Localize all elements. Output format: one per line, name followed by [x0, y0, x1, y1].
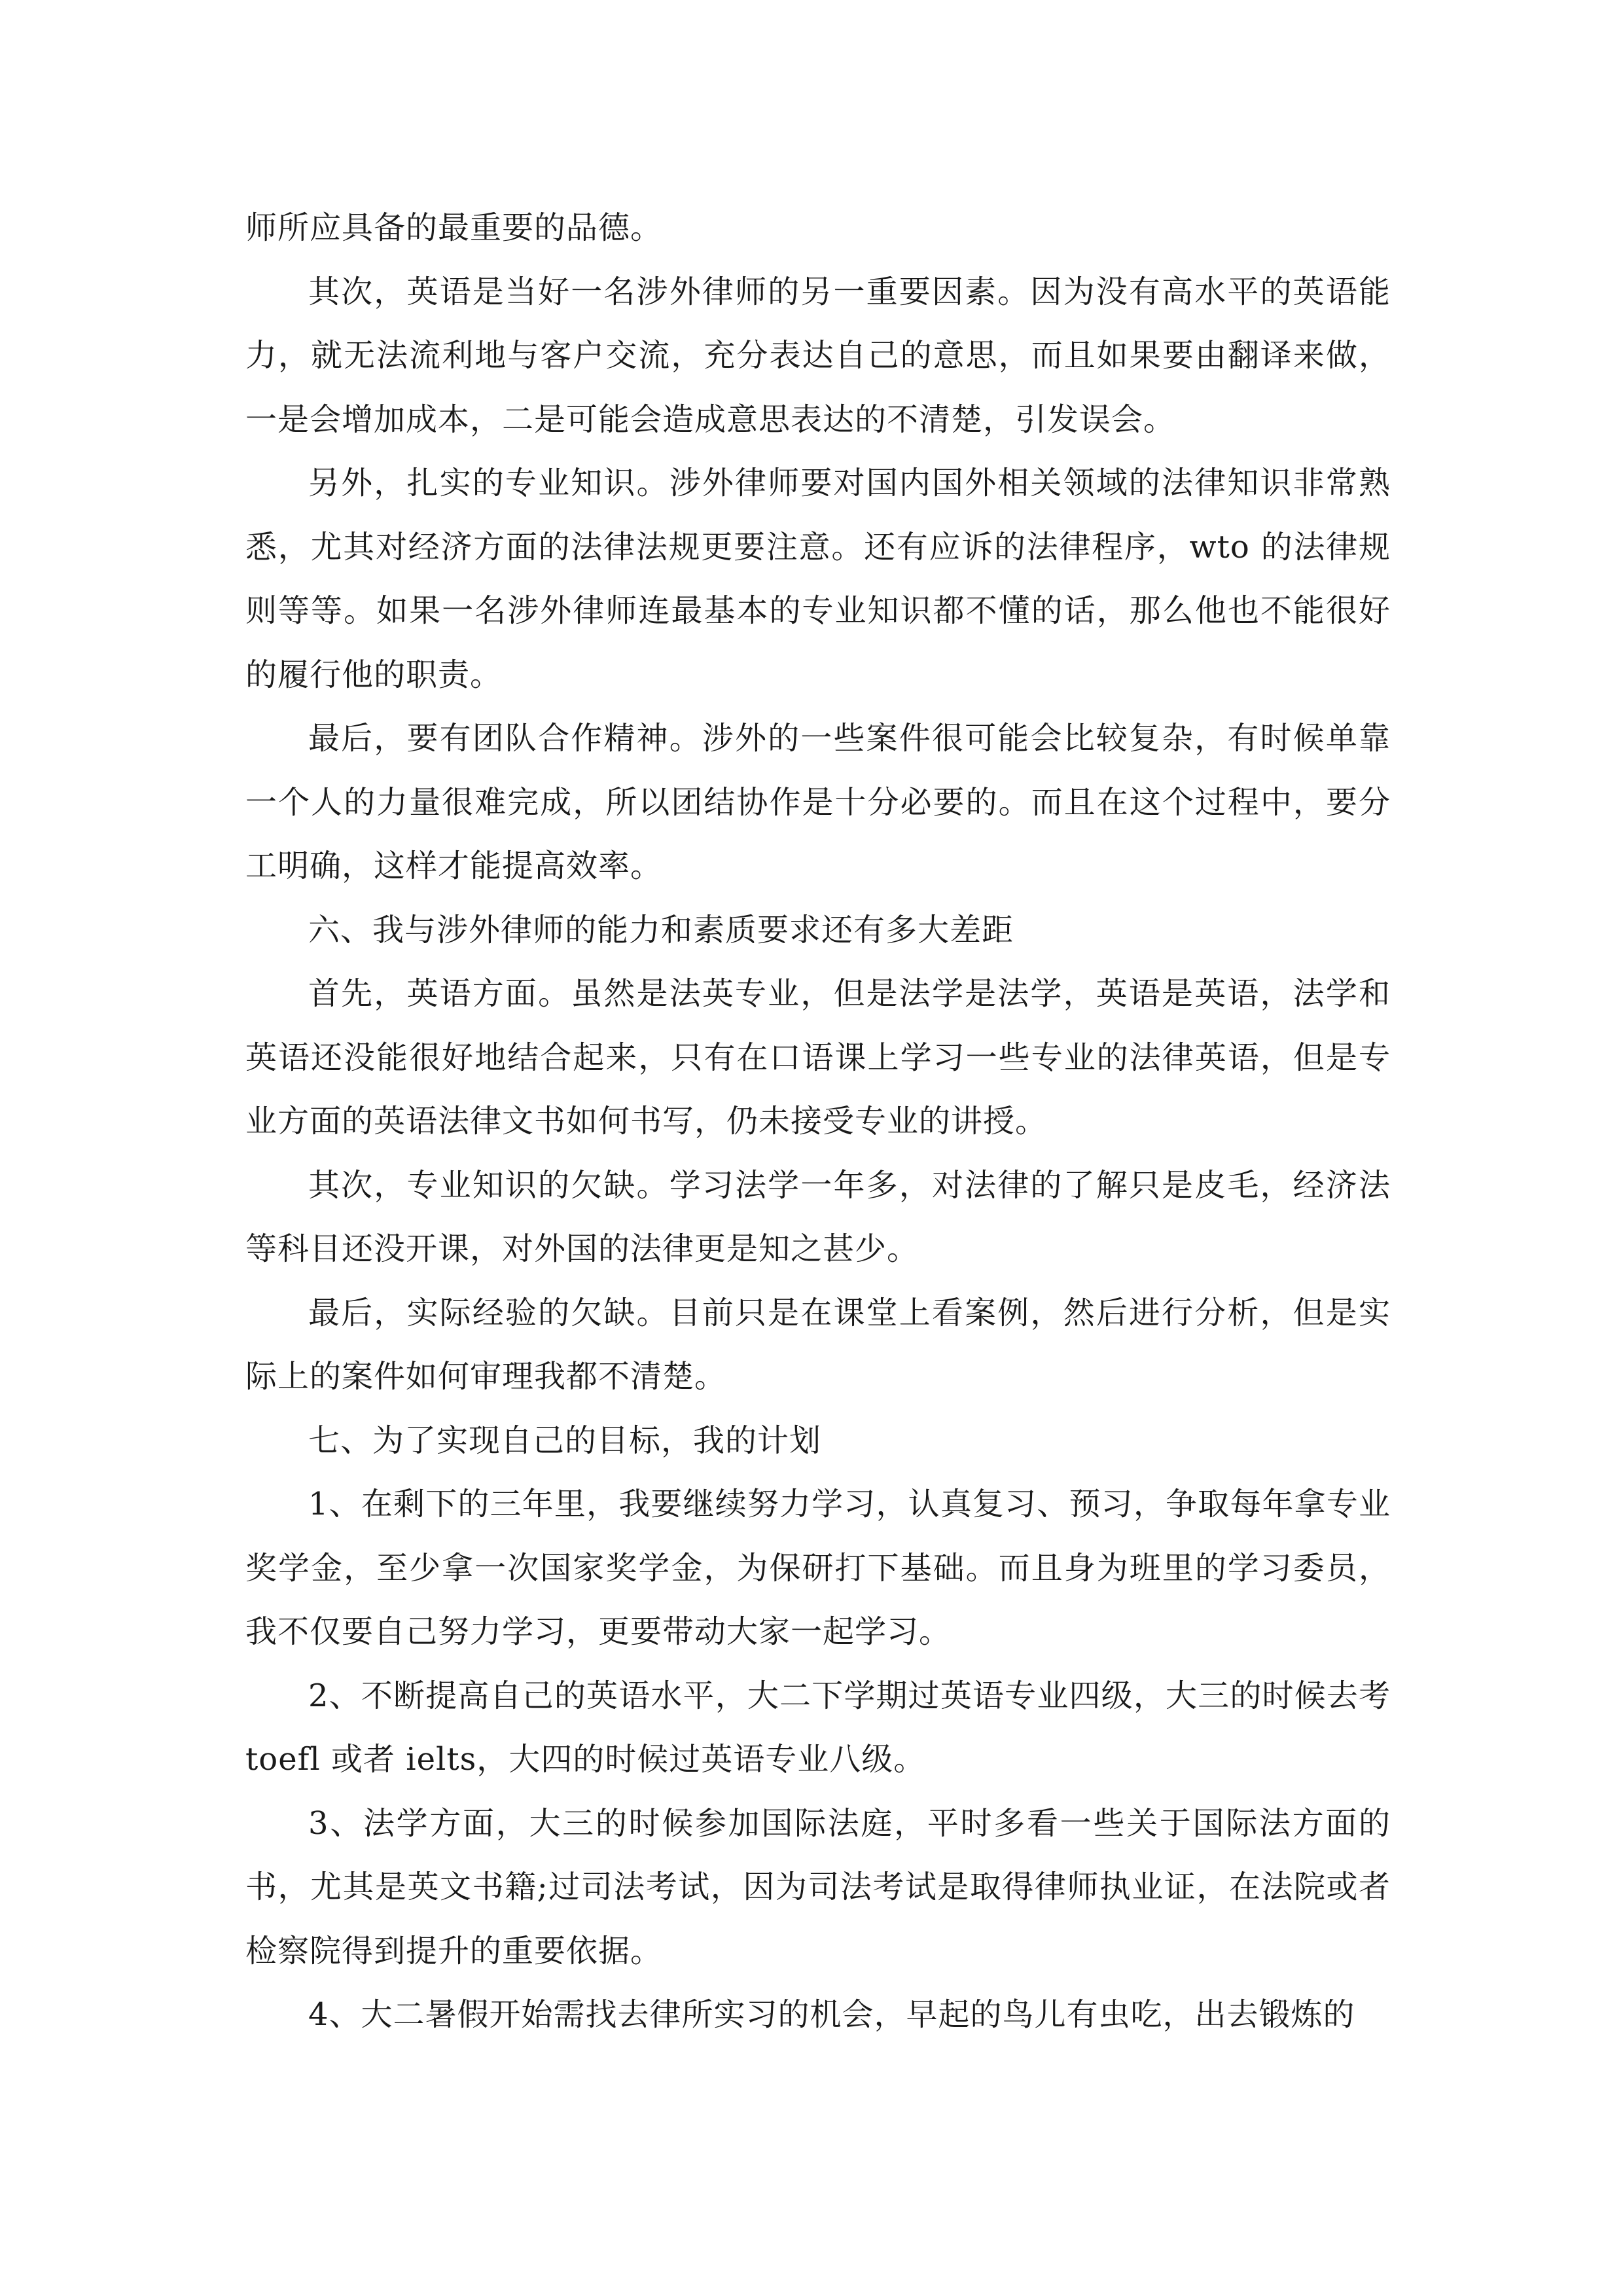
document-body [245, 196, 1391, 2047]
list-item: 1、在剩下的三年里，我要继续努力学习，认真复习、预习，争取每年拿专业奖学金，至少拿一次国家奖学金，为保研打下基础。而且身为班里的学习委员，我不仅要自己努力学习，更要带动大家一起学习。 [245, 1486, 1391, 1650]
list-item: 3、法学方面，大三的时候参加国际法庭，平时多看一些关于国际法方面的书，尤其是英文书籍;过司法考试，因为司法考试是取得律师执业证，在法院或者检察院得到提升的重要依据。 [245, 1804, 1391, 1969]
paragraph: 其次，英语是当好一名涉外律师的另一重要因素。因为没有高水平的英语能力，就无法流利地与客户交流，充分表达自己的意思，而且如果要由翻译来做，一是会增加成本，二是可能会造成意思表达的不清楚，引发误会。 [245, 273, 1391, 438]
section-heading: 六、我与涉外律师的能力和素质要求还有多大差距 [308, 911, 1014, 948]
paragraph-continued: 师所应具备的最重要的品德。 [245, 209, 663, 246]
list-item: 2、不断提高自己的英语水平，大二下学期过英语专业四级，大三的时候去考 toefl 或者 ielts，大四的时候过英语专业八级。 [245, 1677, 1391, 1778]
paragraph: 最后，实际经验的欠缺。目前只是在课堂上看案例，然后进行分析，但是实际上的案件如何审理我都不清楚。 [245, 1294, 1391, 1395]
paragraph: 其次，专业知识的欠缺。学习法学一年多，对法律的了解只是皮毛，经济法等科目还没开课，对外国的法律更是知之甚少。 [245, 1166, 1391, 1267]
paragraph: 最后，要有团队合作精神。涉外的一些案件很可能会比较复杂，有时候单靠一个人的力量很难完成，所以团结协作是十分必要的。而且在这个过程中，要分工明确，这样才能提高效率。 [245, 720, 1391, 884]
list-item: 4、大二暑假开始需找去律所实习的机会，早起的鸟儿有虫吃，出去锻炼的 [308, 1996, 1355, 2033]
paragraph: 另外，扎实的专业知识。涉外律师要对国内国外相关领域的法律知识非常熟悉，尤其对经济方面的法律法规更要注意。还有应诉的法律程序，wto 的法律规则等等。如果一名涉外律师连最基本的专业知识都不懂的话，那么他也不能很好的履行他的职责。 [245, 465, 1391, 693]
section-heading: 七、为了实现自己的目标，我的计划 [308, 1422, 822, 1459]
paragraph: 首先，英语方面。虽然是法英专业，但是法学是法学，英语是英语，法学和英语还没能很好地结合起来，只有在口语课上学习一些专业的法律英语，但是专业方面的英语法律文书如何书写，仍未接受专业的讲授。 [245, 975, 1391, 1139]
